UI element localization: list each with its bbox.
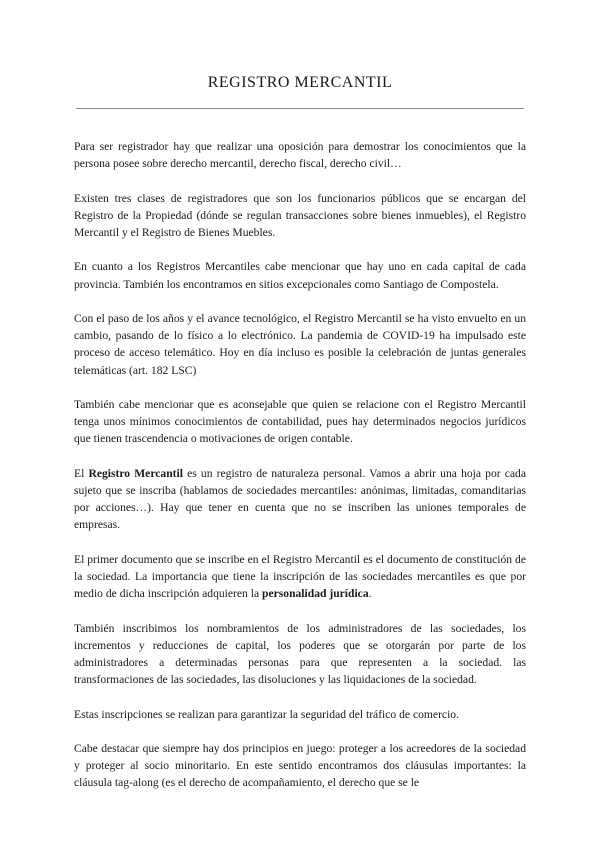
page-title: REGISTRO MERCANTIL: [207, 74, 393, 91]
paragraph-9: Estas inscripciones se realizan para garantizar la seguridad del tráfico de comercio.: [74, 707, 459, 721]
paragraph-3: En cuanto a los Registros Mercantiles cabe mencionar que hay uno en cada capital de cada provincia. También los encontramos en sitios excepcionales como Santiago de Compostela.: [74, 260, 526, 291]
paragraph-1: Para ser registrador hay que realizar una oposición para demostrar los conocimientos que la persona posee sobre derecho mercantil, derecho fiscal, derecho civil…: [74, 140, 526, 171]
document-body: [74, 138, 526, 809]
paragraph-6-text: es un registro de naturaleza personal. Vamos a abrir una hoja por cada sujeto que se inscriba (hablamos de sociedades mercantiles: anónimas, limitadas, comanditarias por acciones…). Hay que tener en cuenta que no se inscriben las uniones temporales de empresas.: [74, 466, 526, 532]
paragraph-2: Existen tres clases de registradores que son los funcionarios públicos que se encargan del Registro de la Propiedad (dónde se regulan transacciones sobre bienes inmuebles), el Registro Mercantil y el Registro de Bienes Muebles.: [74, 191, 526, 239]
paragraph-7: [74, 551, 526, 603]
paragraph-8: También inscribimos los nombramientos de los administradores de las sociedades, los incrementos y reducciones de capital, los poderes que se otorgarán por parte de los administradores a determinadas personas para que representen a la sociedad. las transformaciones de las sociedades, las disoluciones y las liquidaciones de la sociedad.: [74, 621, 526, 687]
paragraph-6: [74, 465, 526, 534]
personalidad-juridica-emphasis: personalidad jurídica: [262, 587, 369, 601]
registro-mercantil-emphasis: Registro Mercantil: [88, 466, 183, 480]
paragraph-4: Con el paso de los años y el avance tecnológico, el Registro Mercantil se ha visto envuelto en un cambio, pasando de lo físico a lo electrónico. La pandemia de COVID-19 ha impulsado este proceso de acceso telemático. Hoy en día incluso es posible la celebración de juntas generales telemáticas (art. 182 LSC): [74, 311, 526, 377]
paragraph-7-end: .: [368, 587, 372, 601]
title-divider: [76, 108, 524, 109]
paragraph-7-text: El primer documento que se inscribe en el Registro Mercantil es el documento de constitución de la sociedad. La importancia que tiene la inscripción de las sociedades mercantiles es que por medio de dicha inscripción adquieren la: [74, 552, 526, 601]
paragraph-5: También cabe mencionar que es aconsejable que quien se relacione con el Registro Mercantil tenga unos mínimos conocimientos de contabilidad, pues hay determinados negocios jurídicos que tienen trascendencia o motivaciones de origen contable.: [74, 397, 526, 446]
paragraph-6-lead: El: [74, 466, 89, 480]
paragraph-10: Cabe destacar que siempre hay dos principios en juego: proteger a los acreedores de la sociedad y proteger al socio minoritario. En este sentido encontramos dos cláusulas importantes: la cláusula tag-along (es el derecho de acompañamiento, el derecho que se le: [74, 741, 526, 790]
